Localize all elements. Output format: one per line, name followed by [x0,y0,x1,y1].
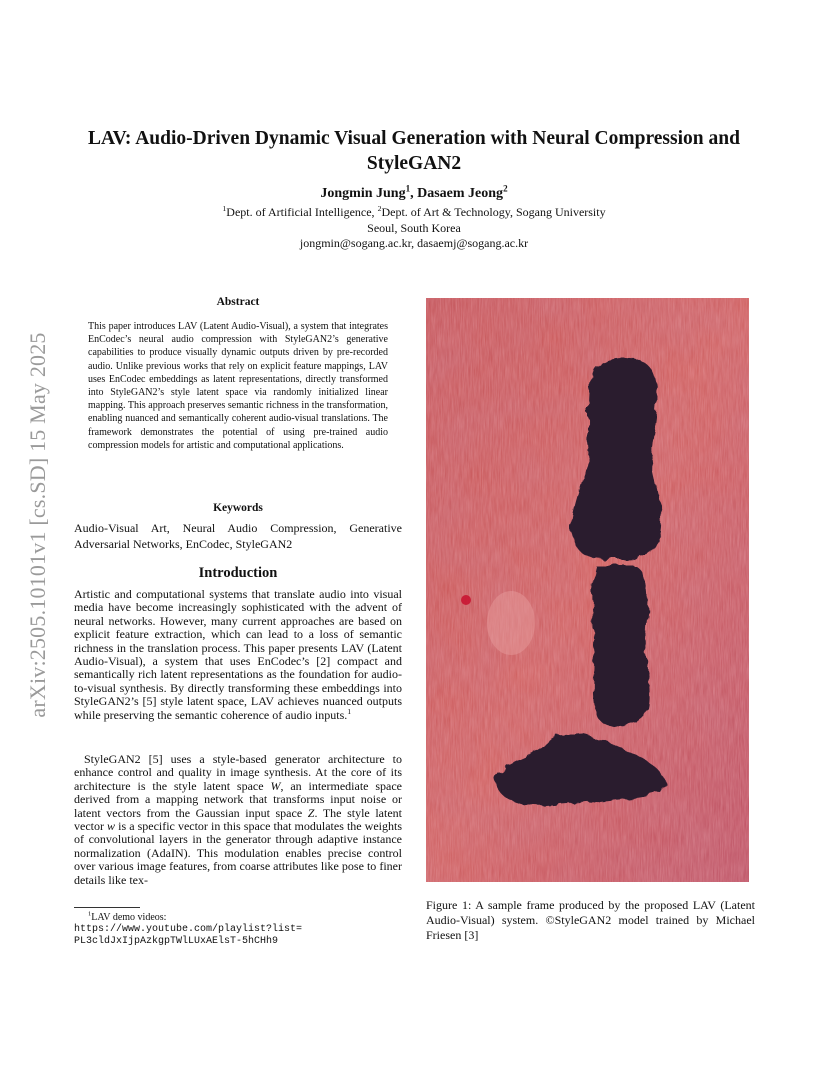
generated-frame-image [426,298,749,882]
footnote-divider [74,907,140,908]
author-line [60,183,768,202]
math-symbol: W [270,778,281,793]
abstract-text: This paper introduces LAV (Latent Audio-Visual), a system that integrates EnCodec’s neural audio compression with StyleGAN2’s generative capabilities to produce visually dynamic outputs driven by pre-recorded audio. Unlike previous works that rely on explicit feature mappings, LAV uses EnCodec embeddings as latent representations, directly transformed into StyleGAN2’s style latent space via randomly initialized linear mapping. This approach preserves semantic richness in the transformation, enabling nuanced and semantically coherent audio-visual translations. The framework demonstrates the potential of using pre-trained audio compression models for artistic and computational applications. [88,321,388,451]
figure-caption: Figure 1: A sample frame produced by the proposed LAV (Latent Audio-Visual) system. ©StyleGAN2 model trained by Michael Friesen [3] [426,898,755,943]
abstract-heading: Abstract [216,296,260,308]
author-emails: jongmin@sogang.ac.kr, dasaemj@sogang.ac.kr [299,236,529,250]
arxiv-id: arXiv:2505.10101v1 [cs.SD] 15 May 2025 [25,332,50,718]
footnote-label [74,912,404,924]
footnote [74,912,404,948]
author-affil-marker: 2 [503,183,508,194]
figure-image [426,298,749,882]
affil-dept: Dept. of Art & Technology, Sogang University [381,205,606,219]
author-name: Dasaem Jeong [417,186,504,201]
affiliation-depts [60,205,768,221]
footnote-label-text: LAV demo videos: [91,912,167,923]
keywords-heading: Keywords [213,502,263,514]
affil-marker: 1 [222,204,227,213]
paper-title: LAV: Audio-Driven Dynamic Visual Generation with Neural Compression and StyleGAN2 [88,128,740,174]
paragraph-segment: , an intermediate space derived from a mapping network that transforms input noise or latent vectors from the Gaussian input space [74,778,402,820]
affil-marker: 2 [377,204,382,213]
paragraph-segment: StyleGAN2 [5] uses a style-based generator architecture to enhance control and quality in image synthesis. At the core of its architecture is the style latent space [74,752,402,793]
author-affil-marker: 1 [405,183,411,194]
intro-paragraph [74,753,402,887]
footnote-marker: 1 [347,706,352,716]
footnote-url[interactable]: https://www.youtube.com/playlist?list= [74,924,303,935]
footnote-number: 1 [88,910,92,918]
footnote-url[interactable]: PL3cldJxIjpAzkgpTWlLUxAElsT-5hCHh9 [74,936,279,947]
dark-shape-middle [592,566,649,725]
paragraph-segment: . The style latent vector [74,805,402,834]
pale-patch [487,591,535,655]
author-separator: , [410,186,418,201]
introduction-heading: Introduction [198,565,278,581]
affil-dept: Dept. of Artificial Intelligence, [226,205,378,219]
keywords-text: Audio-Visual Art, Neural Audio Compression, Generative Adversarial Networks, EnCodec, StyleGAN2 [74,521,402,551]
paragraph-segment: is a specific vector in this space that modulates the weights of convolutional layers in the generator through adaptive instance normalization (AdaIN). This modulation enables precise control over various image features, from coarse attributes like pose to finer details like tex- [74,819,402,887]
intro-paragraph-text: Artistic and computational systems that translate audio into visual media have become increasingly sophisticated with the advent of neural networks. However, many current approaches are based on explicit feature extraction, which can lead to a loss of semantic richness in the translation process. This paper presents LAV (Latent Audio-Visual), a system that uses EnCodec’s [2] compact and semantically rich latent representations as the foundation for audio-to-visual synthesis. By directly transforming these embeddings into StyleGAN2’s [5] style latent space, LAV achieves nuanced outputs while preserving the semantic coherence of audio inputs. [74,587,402,722]
math-symbol: w [107,819,116,834]
math-symbol: Z [307,805,315,820]
affiliation-block [60,205,768,252]
affiliation-location: Seoul, South Korea [367,220,461,235]
author-name: Jongmin Jung [320,186,406,201]
red-speck [461,595,471,605]
arxiv-stamp [8,290,68,760]
intro-paragraph [74,588,402,722]
